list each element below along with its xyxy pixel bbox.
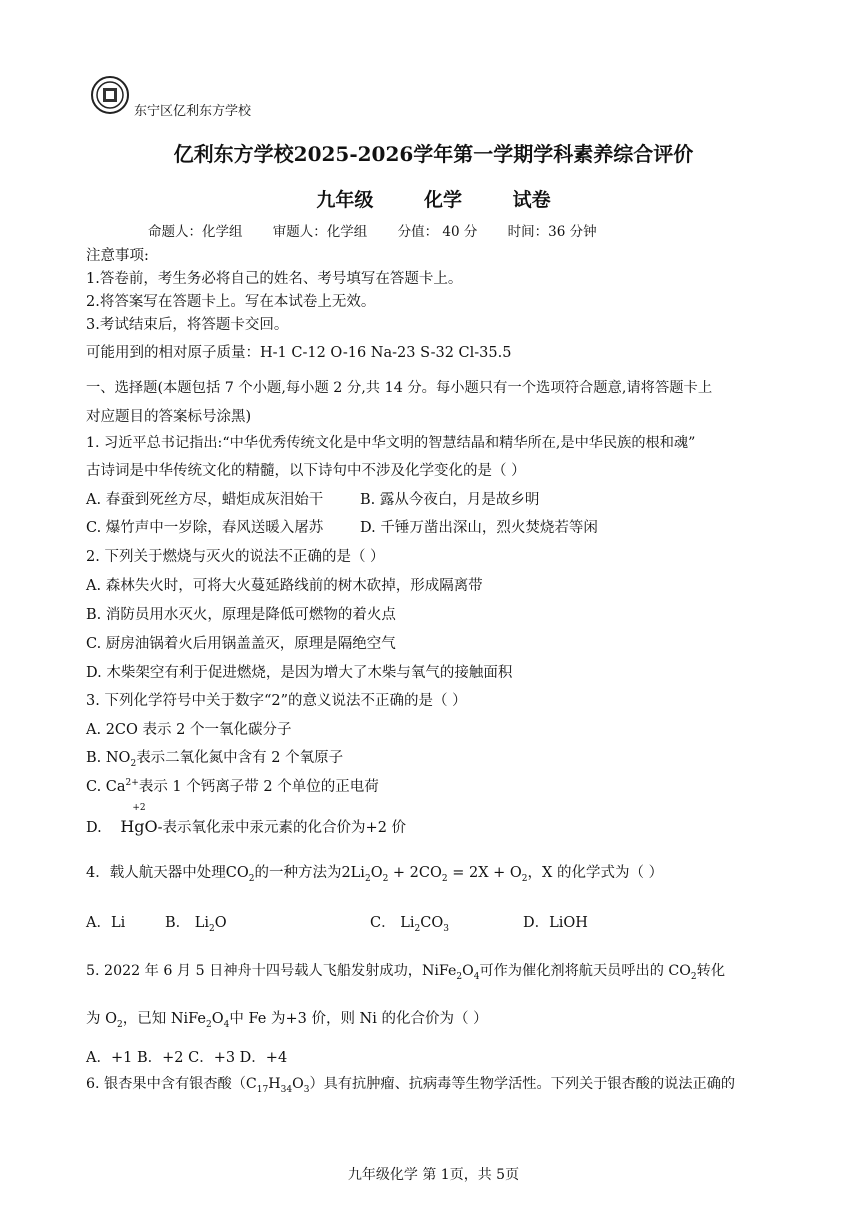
notes-heading: 注意事项:	[86, 248, 149, 264]
question-1-stem: 1. 习近平总书记指出:“中华优秀传统文化是中华文明的智慧结晶和精华所在,是中华民族的根和魂”	[86, 435, 696, 451]
note-item: 3.考试结束后，将答题卡交回。	[86, 317, 289, 333]
school-seal-logo	[90, 75, 130, 115]
valence-mark: +2	[132, 803, 146, 813]
q4-option-b: B． $Li_2O$	[165, 915, 227, 934]
q3-option-b: B. $NO_2$表示二氧化氮中含有 2 个氧原子	[86, 750, 344, 769]
question-3-stem: 3. 下列化学符号中关于数字“2”的意义说法不正确的是（ ）	[86, 693, 467, 709]
school-name-small: 东宁区亿利东方学校	[134, 104, 252, 119]
page-footer: 九年级化学 第 1页，共 5页	[347, 1167, 520, 1183]
grade-label: 九年级	[316, 189, 374, 211]
section-heading: 一、选择题(本题包括 7 个小题,每小题 2 分,共 14 分。每小题只有一个选项符合题意,请将答题卡上	[86, 380, 713, 396]
q3-option-a: A. 2CO 表示 2 个一氧化碳分子	[86, 722, 292, 738]
question-5-stem-cont: 为 $O_2$，已知 $NiFe_2O_4$中 Fe 为+3 价，则 Ni 的化合价为（ ）	[86, 1011, 488, 1030]
question-6-stem: 6. 银杏果中含有银杏酸$(C_{17}H_{34}O_3)$具有抗肿瘤、抗病毒等生物学活性。下列关于银杏酸的说法正确的	[86, 1076, 736, 1095]
q1-option-b: B. 露从今夜白，月是故乡明	[360, 492, 540, 508]
q4-option-a: A．Li	[86, 915, 126, 931]
reviewer: 审题人：化学组	[272, 224, 368, 240]
question-2-stem: 2. 下列关于燃烧与灭火的说法不正确的是（ ）	[86, 549, 385, 565]
exam-meta	[148, 220, 623, 240]
q4-option-d: D．LiOH	[523, 915, 588, 931]
score: 分值： 40 分	[397, 224, 478, 240]
q3-option-c: C. $Ca^{2+}$表示 1 个钙离子带 2 个单位的正电荷	[86, 778, 379, 795]
q2-option-d: D. 木柴架空有利于促进燃烧，是因为增大了木柴与氧气的接触面积	[86, 665, 513, 681]
note-item: 2.将答案写在答题卡上。写在本试卷上无效。	[86, 294, 376, 310]
q2-option-a: A. 森林失火时，可将大火蔓延路线前的树木砍掉，形成隔离带	[86, 578, 483, 594]
exam-title: 亿利东方学校2025-2026学年第一学期学科素养综合评价	[173, 142, 694, 166]
section-heading-cont: 对应题目的答案标号涂黑)	[86, 409, 252, 425]
question-1-stem-cont: 古诗词是中华传统文化的精髓，以下诗句中不涉及化学变化的是（ ）	[86, 463, 526, 479]
paper-label: 试卷	[512, 189, 551, 211]
q3-option-d: D. +2 HgO-表示氧化汞中汞元素的化合价为+2 价	[86, 803, 407, 836]
question-5-stem: 5. 2022 年 6 月 5 日神舟十四号载人飞船发射成功，$NiFe_2O_4$可作为催化剂将航天员呼出的 $CO_2$转化	[86, 963, 726, 982]
q4-option-c: C． $Li_2CO_3$	[370, 915, 449, 934]
setter: 命题人：化学组	[148, 224, 243, 240]
exam-subtitle	[0, 185, 867, 212]
q5-options: A．+1 B．+2 C．+3 D．+4	[86, 1050, 288, 1066]
q2-option-b: B. 消防员用水灭火，原理是降低可燃物的着火点	[86, 607, 396, 623]
q1-option-a: A. 春蚕到死丝方尽，蜡炬成灰泪始干	[86, 492, 324, 508]
q1-option-c: C. 爆竹声中一岁除，春风送暖入屠苏	[86, 520, 324, 536]
atomic-masses: 可能用到的相对原子质量：H-1 C-12 O-16 Na-23 S-32 Cl-35.5	[86, 345, 512, 361]
q2-option-c: C. 厨房油锅着火后用锅盖盖灭，原理是隔绝空气	[86, 636, 396, 652]
note-item: 1.答卷前，考生务必将自己的姓名、考号填写在答题卡上。	[86, 271, 463, 287]
time: 时间：36 分钟	[507, 224, 597, 240]
q1-option-d: D. 千锤万凿出深山，烈火焚烧若等闲	[360, 520, 598, 536]
question-4-stem: 4．载人航天器中处理$CO_2$的一种方法为$2Li_2O_2 + 2CO_2 = 2X + O_2$，X 的化学式为（ ）	[86, 865, 664, 884]
subject-label: 化学	[423, 189, 462, 211]
